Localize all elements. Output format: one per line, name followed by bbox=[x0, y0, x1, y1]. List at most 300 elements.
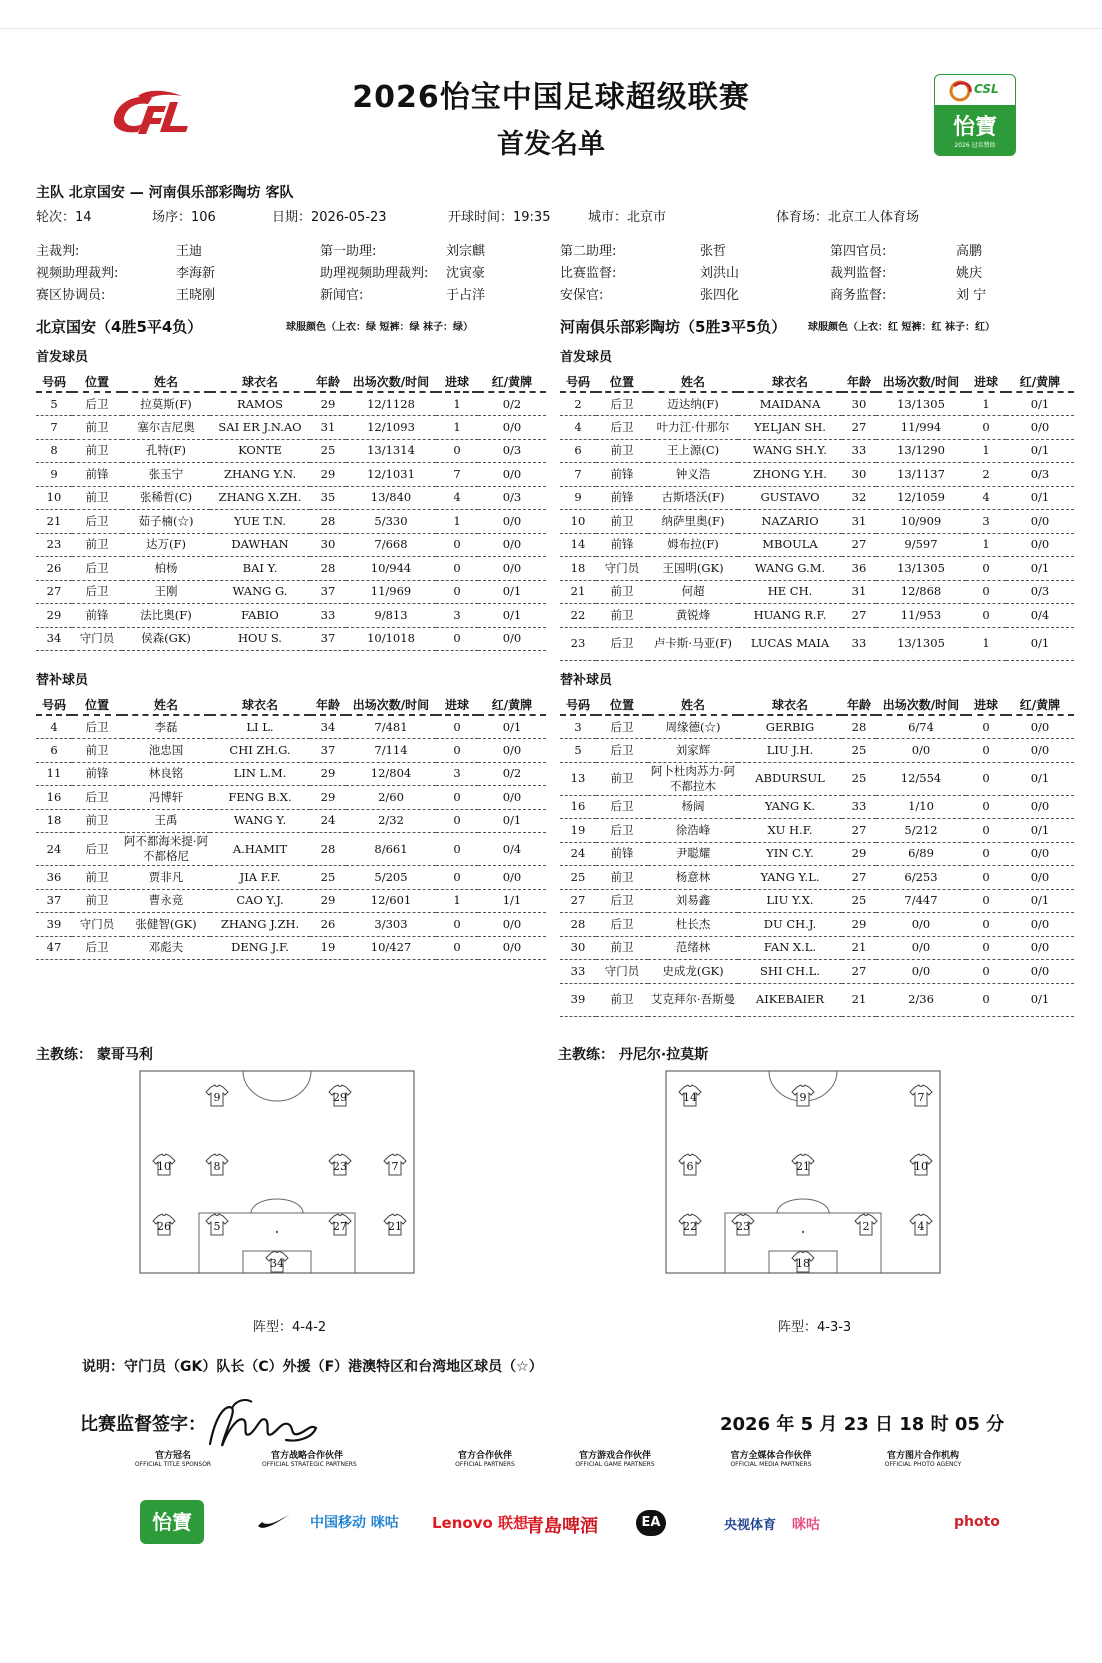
table-cell: 前锋 bbox=[596, 533, 648, 557]
table-cell: 后卫 bbox=[72, 392, 122, 416]
table-cell: 杜长杰 bbox=[648, 913, 738, 937]
table-cell: 39 bbox=[560, 983, 596, 1016]
table-row bbox=[560, 795, 1074, 819]
table-cell: 前卫 bbox=[596, 439, 648, 463]
table-cell: 25 bbox=[560, 866, 596, 890]
partner-title-en: OFFICIAL GAME PARTNERS bbox=[575, 1461, 655, 1468]
table-cell: 达万(F) bbox=[122, 533, 210, 557]
table-cell: 12/554 bbox=[876, 762, 966, 795]
table-row bbox=[560, 936, 1074, 960]
table-cell: LIN L.M. bbox=[210, 762, 310, 786]
table-cell: 29 bbox=[310, 786, 346, 810]
table-cell: 张健智(GK) bbox=[122, 913, 210, 937]
table-cell: 0 bbox=[436, 580, 478, 604]
svg-text:5: 5 bbox=[213, 1220, 221, 1233]
table-cell: 尹聪耀 bbox=[648, 842, 738, 866]
table-cell: 32 bbox=[842, 486, 876, 510]
column-header: 年龄 bbox=[842, 694, 876, 715]
official-role: 助理视频助理裁判: bbox=[320, 266, 429, 281]
table-row bbox=[560, 533, 1074, 557]
table-cell: 30 bbox=[842, 392, 876, 416]
penalty-spot bbox=[802, 1231, 804, 1233]
table-cell: 2/60 bbox=[346, 786, 436, 810]
table-cell: 0/0 bbox=[478, 533, 546, 557]
table-cell: WANG SH.Y. bbox=[738, 439, 842, 463]
official-role: 视频助理裁判: bbox=[36, 266, 119, 281]
table-row bbox=[36, 439, 546, 463]
table-cell: 1 bbox=[436, 510, 478, 534]
table-cell: LIU J.H. bbox=[738, 739, 842, 763]
table-cell: 21 bbox=[842, 983, 876, 1016]
table-cell: 阿不都海米提·阿不都格尼 bbox=[122, 833, 210, 866]
table-cell: 29 bbox=[310, 889, 346, 913]
table-cell: 33 bbox=[560, 960, 596, 984]
table-cell: 0/1 bbox=[478, 809, 546, 833]
table-cell: 后卫 bbox=[72, 580, 122, 604]
table-cell: HE CH. bbox=[738, 580, 842, 604]
table-cell: 0/1 bbox=[1006, 486, 1074, 510]
table-cell: 7/481 bbox=[346, 715, 436, 739]
table-cell: 12/1128 bbox=[346, 392, 436, 416]
table-cell: 7 bbox=[560, 463, 596, 487]
table-row bbox=[560, 762, 1074, 795]
table-cell: 前卫 bbox=[72, 486, 122, 510]
partner-title-cn: 官方图片合作机构 bbox=[886, 1451, 959, 1461]
table-cell: FAN X.L. bbox=[738, 936, 842, 960]
table-cell: 1 bbox=[966, 392, 1006, 416]
table-cell: 3 bbox=[436, 762, 478, 786]
table-cell: 9/597 bbox=[876, 533, 966, 557]
table-cell: 前卫 bbox=[72, 889, 122, 913]
home-formation: 阵型：4-4-2 bbox=[253, 1320, 327, 1335]
table-cell: 9/813 bbox=[346, 604, 436, 628]
table-cell: 3 bbox=[560, 715, 596, 739]
table-cell: 29 bbox=[310, 392, 346, 416]
official-name: 沈寅豪 bbox=[446, 266, 486, 281]
table-cell: 11/953 bbox=[876, 604, 966, 628]
table-cell: 26 bbox=[310, 913, 346, 937]
table-row bbox=[560, 439, 1074, 463]
table-cell: DENG J.F. bbox=[210, 936, 310, 960]
table-cell: 0/1 bbox=[478, 580, 546, 604]
table-cell: 侯森(GK) bbox=[122, 627, 210, 651]
table-cell: 0 bbox=[966, 936, 1006, 960]
table-cell: 0/0 bbox=[876, 913, 966, 937]
table-cell: 0/0 bbox=[876, 936, 966, 960]
table-cell: 5 bbox=[36, 392, 72, 416]
table-cell: 1/10 bbox=[876, 795, 966, 819]
migu-sponsor: 咪咕 bbox=[792, 1517, 820, 1533]
table-cell: 37 bbox=[310, 580, 346, 604]
table-cell: 9 bbox=[36, 463, 72, 487]
table-cell: ABDURSUL bbox=[738, 762, 842, 795]
table-cell: 0/1 bbox=[1006, 762, 1074, 795]
table-row bbox=[560, 510, 1074, 534]
home-coach: 主教练： 蒙哥马利 bbox=[36, 1047, 153, 1063]
table-cell: 杨阔 bbox=[648, 795, 738, 819]
table-cell: 30 bbox=[842, 463, 876, 487]
table-cell: 9 bbox=[560, 486, 596, 510]
table-cell: 前锋 bbox=[72, 463, 122, 487]
table-cell: 0 bbox=[966, 866, 1006, 890]
svg-text:9: 9 bbox=[213, 1091, 221, 1104]
table-cell: 12/804 bbox=[346, 762, 436, 786]
official-name: 刘洪山 bbox=[700, 266, 740, 281]
partner-title-en: OFFICIAL PHOTO AGENCY bbox=[884, 1461, 962, 1468]
table-cell: 19 bbox=[310, 936, 346, 960]
table-cell: 阿卜杜肉苏力·阿不都拉木 bbox=[648, 762, 738, 795]
table-cell: 杨意林 bbox=[648, 866, 738, 890]
table-cell: 前卫 bbox=[596, 510, 648, 534]
table-cell: 10/909 bbox=[876, 510, 966, 534]
table-cell: 12/1059 bbox=[876, 486, 966, 510]
column-header: 出场次数/时间 bbox=[876, 371, 966, 392]
official-role: 商务监督: bbox=[830, 288, 887, 303]
table-cell: 柏杨 bbox=[122, 557, 210, 581]
table-cell: ZHANG Y.N. bbox=[210, 463, 310, 487]
partner-title-cn: 官方全媒体合作伙伴 bbox=[730, 1451, 812, 1461]
table-row bbox=[36, 936, 546, 960]
table-cell: 33 bbox=[842, 795, 876, 819]
table-cell: 31 bbox=[842, 580, 876, 604]
table-cell: DU CH.J. bbox=[738, 913, 842, 937]
home-starters-label: 首发球员 bbox=[36, 350, 89, 365]
table-cell: 前卫 bbox=[596, 604, 648, 628]
table-cell: 卢卡斯·马亚(F) bbox=[648, 627, 738, 660]
table-cell: 0/0 bbox=[1006, 960, 1074, 984]
table-cell: 12/601 bbox=[346, 889, 436, 913]
table-cell: 31 bbox=[842, 510, 876, 534]
table-cell: 10/427 bbox=[346, 936, 436, 960]
table-cell: 前卫 bbox=[596, 936, 648, 960]
table-row bbox=[36, 715, 546, 739]
table-cell: 0/0 bbox=[876, 960, 966, 984]
column-header: 球衣名 bbox=[738, 694, 842, 715]
svg-text:21: 21 bbox=[388, 1220, 402, 1233]
table-cell: 37 bbox=[310, 627, 346, 651]
table-cell: CHI ZH.G. bbox=[210, 739, 310, 763]
official-name: 姚庆 bbox=[956, 266, 983, 281]
table-cell: 1 bbox=[966, 439, 1006, 463]
table-cell: 10/1018 bbox=[346, 627, 436, 651]
home-subs-table bbox=[36, 694, 546, 960]
tsingtao-sponsor: 青島啤酒 bbox=[526, 1516, 598, 1537]
svg-text:23: 23 bbox=[736, 1220, 750, 1233]
table-cell: 34 bbox=[36, 627, 72, 651]
table-cell: 叶力江·什那尔 bbox=[648, 416, 738, 440]
table-cell: 0 bbox=[436, 439, 478, 463]
table-cell: DAWHAN bbox=[210, 533, 310, 557]
away-coach: 主教练： 丹尼尔·拉莫斯 bbox=[558, 1047, 709, 1063]
table-cell: 范绪林 bbox=[648, 936, 738, 960]
partner-title bbox=[440, 1448, 530, 1468]
table-cell: 邓彪夫 bbox=[122, 936, 210, 960]
table-cell: 25 bbox=[842, 762, 876, 795]
table-cell: 后卫 bbox=[596, 627, 648, 660]
table-cell: 前卫 bbox=[72, 866, 122, 890]
table-cell: 0/0 bbox=[478, 739, 546, 763]
column-header: 年龄 bbox=[842, 371, 876, 392]
table-cell: XU H.F. bbox=[738, 819, 842, 843]
table-cell: 0/0 bbox=[1006, 533, 1074, 557]
photo-sponsor: photo bbox=[954, 1514, 1000, 1530]
table-cell: 30 bbox=[310, 533, 346, 557]
partner-title-cn: 官方冠名 bbox=[154, 1451, 191, 1461]
table-row bbox=[560, 842, 1074, 866]
table-cell: WANG G.M. bbox=[738, 557, 842, 581]
table-cell: 27 bbox=[842, 866, 876, 890]
svg-text:10: 10 bbox=[157, 1160, 171, 1173]
table-cell: GERBIG bbox=[738, 715, 842, 739]
table-cell: 法比奥(F) bbox=[122, 604, 210, 628]
column-header: 出场次数/时间 bbox=[346, 371, 436, 392]
teams-label: 主队 北京国安 — 河南俱乐部彩陶坊 客队 bbox=[36, 185, 294, 201]
table-cell: 王上源(C) bbox=[648, 439, 738, 463]
table-cell: CAO Y.J. bbox=[210, 889, 310, 913]
svg-text:7: 7 bbox=[917, 1091, 925, 1104]
table-cell: 0/1 bbox=[1006, 627, 1074, 660]
table-cell: YUE T.N. bbox=[210, 510, 310, 534]
table-cell: 0/2 bbox=[478, 392, 546, 416]
table-cell: 0/0 bbox=[1006, 715, 1074, 739]
table-cell: ZHANG J.ZH. bbox=[210, 913, 310, 937]
table-row bbox=[560, 913, 1074, 937]
table-cell: 34 bbox=[310, 715, 346, 739]
official-role: 赛区协调员: bbox=[36, 288, 106, 303]
table-cell: 0 bbox=[966, 762, 1006, 795]
table-cell: 0 bbox=[966, 983, 1006, 1016]
table-cell: 周缘德(☆) bbox=[648, 715, 738, 739]
table-cell: 后卫 bbox=[72, 786, 122, 810]
column-header: 红/黄牌 bbox=[478, 694, 546, 715]
match-no: 场序：106 bbox=[152, 210, 216, 225]
table-row bbox=[36, 580, 546, 604]
table-cell: 王刚 bbox=[122, 580, 210, 604]
table-cell: 0/0 bbox=[478, 416, 546, 440]
table-cell: 10 bbox=[36, 486, 72, 510]
table-cell: 0/0 bbox=[1006, 739, 1074, 763]
table-cell: 8 bbox=[36, 439, 72, 463]
table-cell: RAMOS bbox=[210, 392, 310, 416]
column-header: 球衣名 bbox=[210, 371, 310, 392]
table-cell: 刘易鑫 bbox=[648, 889, 738, 913]
table-cell: 0 bbox=[966, 715, 1006, 739]
column-header: 出场次数/时间 bbox=[876, 694, 966, 715]
table-cell: GUSTAVO bbox=[738, 486, 842, 510]
table-cell: 0 bbox=[436, 715, 478, 739]
table-cell: 7 bbox=[36, 416, 72, 440]
table-cell: 前卫 bbox=[72, 739, 122, 763]
column-header: 姓名 bbox=[122, 371, 210, 392]
table-cell: 13/1290 bbox=[876, 439, 966, 463]
table-cell: 后卫 bbox=[596, 739, 648, 763]
page-subtitle: 首发名单 bbox=[497, 129, 605, 160]
table-cell: 0/3 bbox=[1006, 463, 1074, 487]
table-cell: 33 bbox=[310, 604, 346, 628]
table-cell: 0/0 bbox=[478, 866, 546, 890]
table-cell: 后卫 bbox=[72, 557, 122, 581]
table-cell: 6 bbox=[36, 739, 72, 763]
table-cell: 古斯塔沃(F) bbox=[648, 486, 738, 510]
svg-text:34: 34 bbox=[270, 1257, 284, 1270]
table-cell: 27 bbox=[842, 819, 876, 843]
table-cell: 35 bbox=[310, 486, 346, 510]
table-cell: A.HAMIT bbox=[210, 833, 310, 866]
table-row bbox=[560, 486, 1074, 510]
table-cell: 13/1137 bbox=[876, 463, 966, 487]
table-row bbox=[560, 715, 1074, 739]
table-cell: 林良铭 bbox=[122, 762, 210, 786]
mobile-migu-sponsor: 中国移动 咪咕 bbox=[310, 1515, 399, 1531]
table-row bbox=[36, 786, 546, 810]
table-cell: 贾非凡 bbox=[122, 866, 210, 890]
table-cell: 后卫 bbox=[72, 936, 122, 960]
table-row bbox=[560, 627, 1074, 660]
table-cell: 0/0 bbox=[1006, 913, 1074, 937]
column-header: 红/黄牌 bbox=[478, 371, 546, 392]
table-cell: 池忠国 bbox=[122, 739, 210, 763]
table-cell: LUCAS MAIA bbox=[738, 627, 842, 660]
partner-title bbox=[262, 1448, 357, 1468]
table-row bbox=[36, 510, 546, 534]
table-cell: 0/1 bbox=[1006, 392, 1074, 416]
table-cell: 0/1 bbox=[1006, 439, 1074, 463]
table-cell: 23 bbox=[36, 533, 72, 557]
table-row bbox=[560, 604, 1074, 628]
table-cell: 前卫 bbox=[596, 580, 648, 604]
table-cell: 0/0 bbox=[478, 913, 546, 937]
away-starters-table bbox=[560, 371, 1074, 661]
table-cell: LIU Y.X. bbox=[738, 889, 842, 913]
official-role: 比赛监督: bbox=[560, 266, 617, 281]
table-cell: 钟义浩 bbox=[648, 463, 738, 487]
table-cell: 0/3 bbox=[1006, 580, 1074, 604]
table-cell: 0/2 bbox=[478, 762, 546, 786]
official-role: 新闻官: bbox=[320, 288, 364, 303]
svg-text:7: 7 bbox=[391, 1160, 399, 1173]
table-cell: 0 bbox=[966, 889, 1006, 913]
table-cell: 47 bbox=[36, 936, 72, 960]
table-cell: 10/944 bbox=[346, 557, 436, 581]
column-header: 进球 bbox=[966, 694, 1006, 715]
away-subs-table bbox=[560, 694, 1074, 1017]
table-cell: 0/3 bbox=[478, 486, 546, 510]
table-cell: 10 bbox=[560, 510, 596, 534]
table-cell: 前锋 bbox=[596, 463, 648, 487]
table-cell: 27 bbox=[36, 580, 72, 604]
table-cell: 守门员 bbox=[596, 557, 648, 581]
table-cell: SHI CH.L. bbox=[738, 960, 842, 984]
home-team-name: 北京国安（4胜5平4负） bbox=[36, 318, 203, 336]
table-cell: YANG K. bbox=[738, 795, 842, 819]
table-cell: 0/0 bbox=[1006, 866, 1074, 890]
table-cell: MAIDANA bbox=[738, 392, 842, 416]
signature-date: 2026 年 5 月 23 日 18 时 05 分 bbox=[720, 1414, 1005, 1435]
table-cell: 0/0 bbox=[876, 739, 966, 763]
partner-title bbox=[878, 1448, 968, 1468]
table-cell: 黄锐烽 bbox=[648, 604, 738, 628]
table-cell: 前锋 bbox=[72, 604, 122, 628]
svg-text:8: 8 bbox=[213, 1160, 221, 1173]
table-cell: 28 bbox=[310, 833, 346, 866]
table-cell: 0/1 bbox=[478, 604, 546, 628]
table-cell: 守门员 bbox=[72, 627, 122, 651]
yibao-text: 怡寶 bbox=[952, 115, 997, 140]
table-row bbox=[560, 960, 1074, 984]
table-cell: 21 bbox=[842, 936, 876, 960]
home-starters-table bbox=[36, 371, 546, 651]
table-row bbox=[560, 580, 1074, 604]
table-cell: 曹永竞 bbox=[122, 889, 210, 913]
table-cell: 王禹 bbox=[122, 809, 210, 833]
table-cell: 0 bbox=[966, 604, 1006, 628]
official-name: 李海新 bbox=[176, 266, 216, 281]
svg-text:29: 29 bbox=[333, 1091, 347, 1104]
table-cell: 11 bbox=[36, 762, 72, 786]
legend-note: 说明：守门员（GK）队长（C）外援（F）港澳特区和台湾地区球员（☆） bbox=[82, 1359, 543, 1375]
table-cell: 12/1031 bbox=[346, 463, 436, 487]
table-cell: YANG Y.L. bbox=[738, 866, 842, 890]
table-cell: 27 bbox=[842, 533, 876, 557]
official-role: 第一助理: bbox=[320, 244, 377, 259]
table-row bbox=[36, 889, 546, 913]
kickoff-time: 开球时间：19:35 bbox=[448, 210, 551, 225]
column-header: 红/黄牌 bbox=[1006, 694, 1074, 715]
table-row bbox=[36, 739, 546, 763]
yibao-sponsor-logo: 怡寶 bbox=[140, 1500, 204, 1544]
table-cell: 5/205 bbox=[346, 866, 436, 890]
table-cell: 37 bbox=[310, 739, 346, 763]
table-cell: 29 bbox=[310, 762, 346, 786]
table-cell: 29 bbox=[310, 463, 346, 487]
table-row bbox=[36, 604, 546, 628]
official-role: 第二助理: bbox=[560, 244, 617, 259]
partner-title-cn: 官方游戏合作伙伴 bbox=[578, 1451, 651, 1461]
column-header: 位置 bbox=[596, 694, 648, 715]
table-cell: 0/0 bbox=[1006, 416, 1074, 440]
table-row bbox=[36, 392, 546, 416]
table-cell: 25 bbox=[842, 889, 876, 913]
table-cell: 3 bbox=[966, 510, 1006, 534]
table-cell: 3/303 bbox=[346, 913, 436, 937]
table-cell: 后卫 bbox=[596, 795, 648, 819]
official-name: 张哲 bbox=[700, 244, 727, 259]
table-row bbox=[36, 533, 546, 557]
table-cell: 24 bbox=[310, 809, 346, 833]
table-cell: 1 bbox=[436, 416, 478, 440]
column-header: 位置 bbox=[72, 694, 122, 715]
column-header: 进球 bbox=[966, 371, 1006, 392]
svg-text:23: 23 bbox=[333, 1160, 347, 1173]
table-cell: 前卫 bbox=[72, 416, 122, 440]
table-cell: 6/74 bbox=[876, 715, 966, 739]
table-row bbox=[36, 762, 546, 786]
svg-text:21: 21 bbox=[796, 1160, 810, 1173]
table-cell: NAZARIO bbox=[738, 510, 842, 534]
table-cell: JIA F.F. bbox=[210, 866, 310, 890]
table-cell: 塞尔吉尼奥 bbox=[122, 416, 210, 440]
table-cell: 冯博轩 bbox=[122, 786, 210, 810]
csl-text: CSL bbox=[974, 82, 999, 96]
table-cell: 5/330 bbox=[346, 510, 436, 534]
table-cell: 12/1093 bbox=[346, 416, 436, 440]
column-header: 进球 bbox=[436, 694, 478, 715]
ea-sponsor-logo: EA bbox=[636, 1510, 666, 1536]
svg-text:26: 26 bbox=[157, 1220, 171, 1233]
away-team-name: 河南俱乐部彩陶坊（5胜3平5负） bbox=[560, 318, 787, 336]
table-cell: 李磊 bbox=[122, 715, 210, 739]
table-cell: 艾克拜尔·吾斯曼 bbox=[648, 983, 738, 1016]
